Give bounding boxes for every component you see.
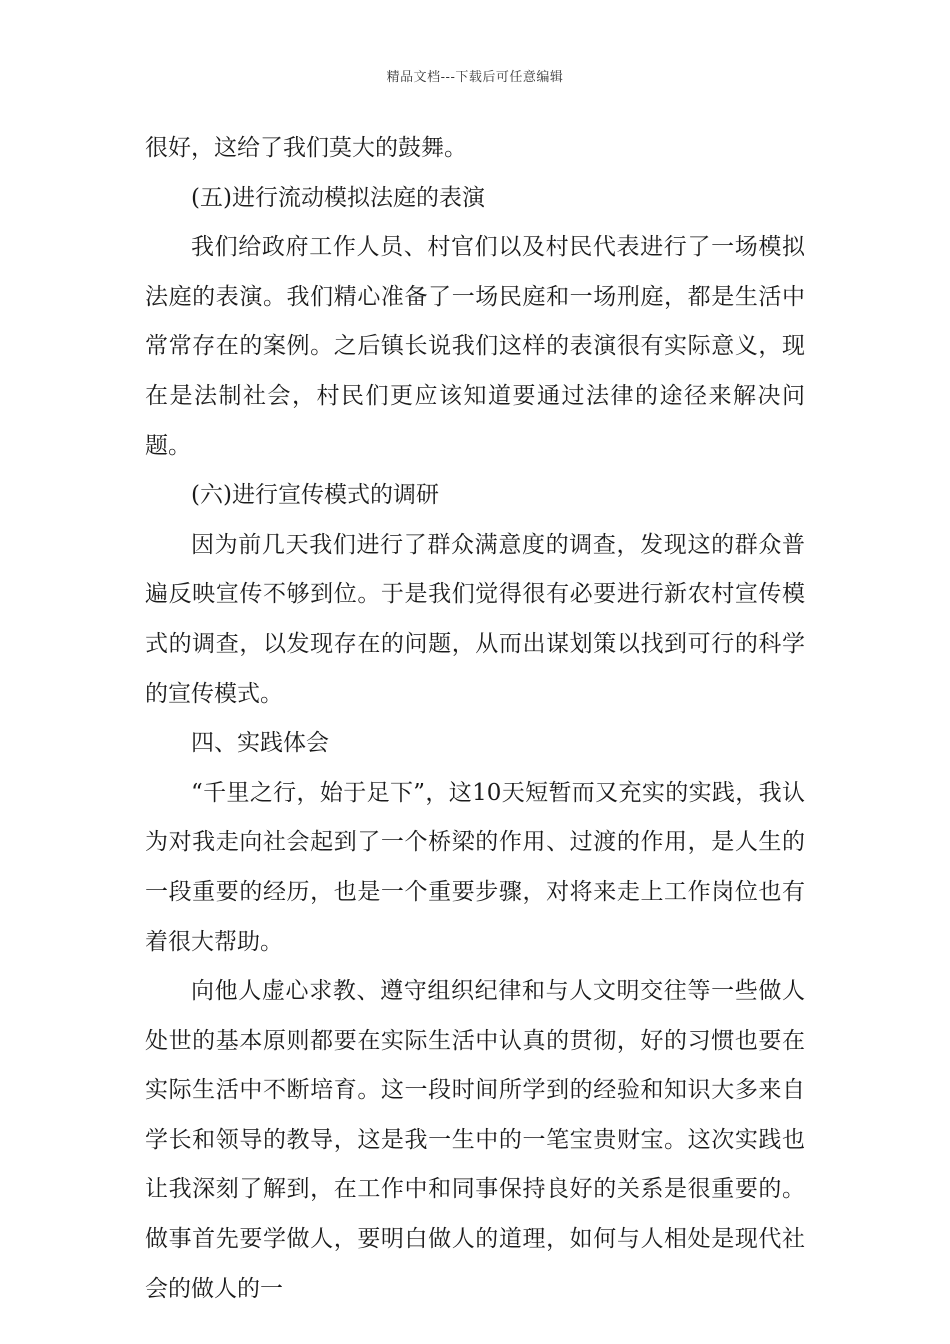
document-body [145,124,805,1314]
paragraph-personal-growth: 向他人虚心求教、遵守组织纪律和与人文明交往等一些做人处世的基本原则都要在实际生活中认真的贯彻，好的习惯也要在实际生活中不断培育。这一段时间所学到的经验和知识大多来自学长和领导的教导，这是我一生中的一笔宝贵财宝。这次实践也让我深刻了解到，在工作中和同事保持良好的关系是很重要的。做事首先要学做人，要明白做人的道理，如何与人相处是现代社会的做人的一 [145,978,805,1302]
section-heading-four: 四、实践体会 [191,730,329,757]
paragraph-continuation: 很好，这给了我们莫大的鼓舞。 [145,135,467,161]
paragraph-mock-court: 我们给政府工作人员、村官们以及村民代表进行了一场模拟法庭的表演。我们精心准备了一场民庭和一场刑庭，都是生活中常常存在的案例。之后镇长说我们这样的表演很有实际意义，现在是法制社会，村民们更应该知道要通过法律的途径来解决问题。 [145,234,805,459]
section-heading-five: (五)进行流动模拟法庭的表演 [191,184,485,211]
paragraph-publicity-survey: 因为前几天我们进行了群众满意度的调查，发现这的群众普遍反映宣传不够到位。于是我们觉得很有必要进行新农村宣传模式的调查，以发现存在的问题，从而出谋划策以找到可行的科学的宣传模式。 [145,531,805,707]
page-header: 精品文档---下载后可任意编辑 [386,70,564,85]
paragraph-practice-reflection: “千里之行，始于足下”，这10天短暂而又充实的实践，我认为对我走向社会起到了一个桥梁的作用、过渡的作用，是人生的一段重要的经历，也是一个重要步骤，对将来走上工作岗位也有着很大帮助。 [145,779,805,955]
section-heading-six: (六)进行宣传模式的调研 [191,482,439,509]
